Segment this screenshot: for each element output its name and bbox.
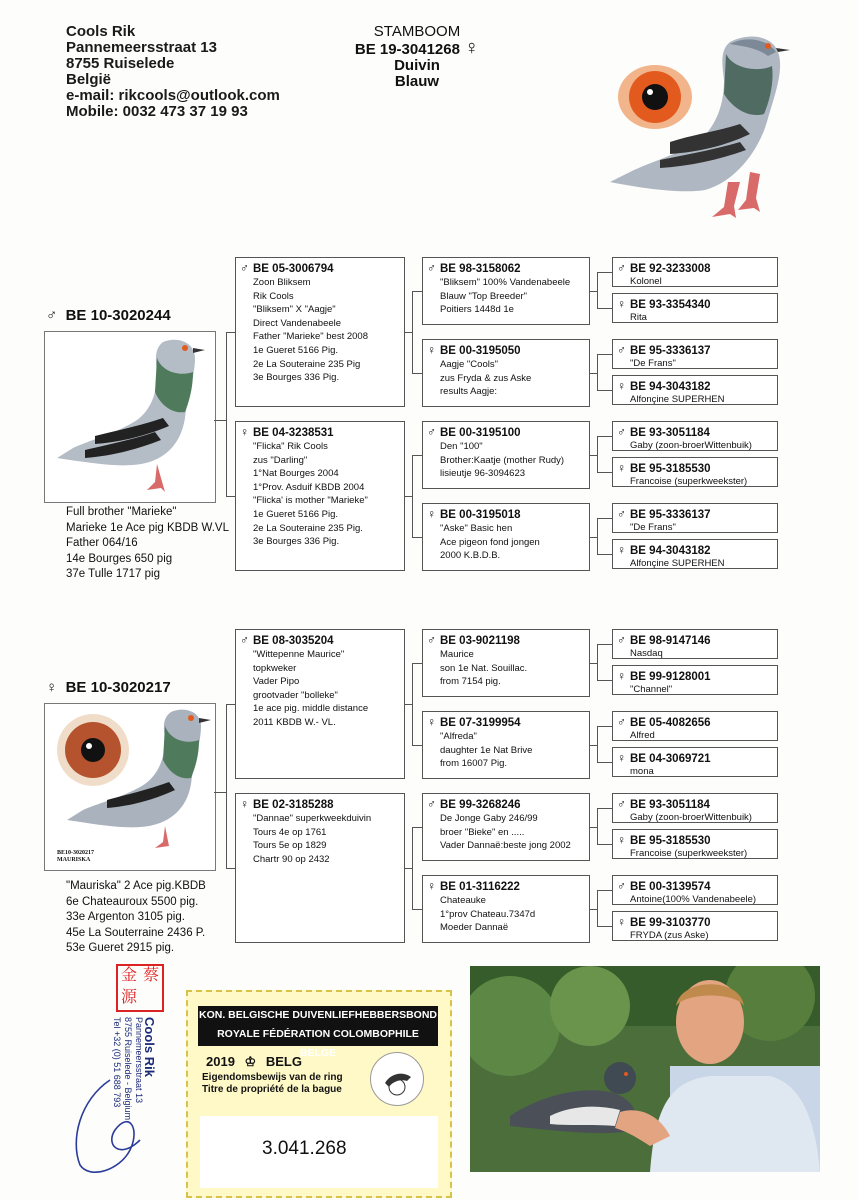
ancestor-ring: BE 01-3116222 bbox=[440, 881, 520, 893]
ancestor-ring: BE 08-3035204 bbox=[253, 635, 334, 647]
seal-char: 源 bbox=[120, 989, 137, 1006]
ancestor-box bbox=[422, 503, 590, 571]
ancestor-ring: BE 03-9021198 bbox=[440, 635, 520, 647]
sex-symbol-icon: ♂ bbox=[617, 425, 626, 439]
ancestor-ring: BE 99-9128001 bbox=[630, 671, 711, 683]
sex-symbol-icon: ♂ bbox=[427, 261, 436, 275]
sex-symbol-icon: ♀ bbox=[427, 715, 436, 729]
ancestor-line: Tours 5e op 1829 bbox=[253, 840, 327, 852]
ancestor-line: topkweker bbox=[253, 662, 297, 674]
ancestor-line: 3e Bourges 336 Pig. bbox=[253, 536, 340, 548]
connector-line bbox=[597, 354, 612, 355]
sex-symbol-icon: ♂ bbox=[427, 633, 436, 647]
ancestor-note: Gaby (zoon-broerWittenbuik) bbox=[630, 812, 752, 823]
father-description bbox=[66, 505, 229, 583]
page-title: STAMBOOM bbox=[373, 23, 461, 40]
ancestor-box bbox=[612, 375, 778, 405]
ancestor-box bbox=[422, 257, 590, 325]
ancestor-note: Francoise (superkweekster) bbox=[630, 476, 748, 487]
sex-symbol-icon: ♂ bbox=[427, 797, 436, 811]
connector-line bbox=[597, 808, 612, 809]
sex-symbol-icon: ♂ bbox=[240, 261, 249, 275]
sex-symbol-icon: ♀ bbox=[617, 669, 626, 683]
father-ring: BE 10-3020244 bbox=[65, 307, 171, 324]
ancestor-box bbox=[612, 421, 778, 451]
ancestor-box bbox=[422, 421, 590, 489]
ancestor-line: daughter 1e Nat Brive bbox=[440, 744, 533, 756]
photo-caption-ring: BE10-3020217 bbox=[57, 850, 95, 856]
ancestor-box bbox=[422, 875, 590, 943]
connector-line bbox=[412, 827, 422, 828]
connector-line bbox=[412, 537, 422, 538]
desc-line: Father 064/16 bbox=[66, 537, 138, 549]
ancestor-ring: BE 95-3185530 bbox=[630, 463, 711, 475]
owner-city: 8755 Ruiselede bbox=[66, 55, 175, 72]
connector-line bbox=[590, 745, 597, 746]
connector-line bbox=[405, 704, 412, 705]
ancestor-box bbox=[612, 257, 778, 287]
ancestor-box bbox=[612, 503, 778, 533]
connector-line bbox=[226, 496, 235, 497]
ancestor-line: Vader Pipo bbox=[253, 676, 300, 688]
connector-line bbox=[597, 518, 612, 519]
connector-line bbox=[214, 420, 226, 421]
connector-line bbox=[597, 762, 612, 763]
sex-symbol-icon: ♀ bbox=[617, 833, 626, 847]
connector-line bbox=[226, 868, 235, 869]
connector-line bbox=[590, 455, 597, 456]
sex-symbol-icon: ♀ bbox=[617, 461, 626, 475]
ancestor-line: "Flicka' is mother "Marieke" bbox=[253, 495, 368, 507]
desc-line: 6e Chateauroux 5500 pig. bbox=[66, 895, 199, 908]
sex-symbol-icon: ♀ bbox=[617, 379, 626, 393]
ancestor-ring: BE 95-3336137 bbox=[630, 345, 711, 357]
ancestor-line: 1°Nat Bourges 2004 bbox=[253, 468, 339, 480]
sex-symbol-icon: ♂ bbox=[617, 261, 626, 275]
ancestor-box bbox=[422, 711, 590, 779]
connector-line bbox=[597, 644, 612, 645]
sex-symbol-icon: ♂ bbox=[617, 343, 626, 357]
ancestor-line: 2e La Souteraine 235 Pig bbox=[253, 358, 361, 370]
ancestor-line: grootvader "bolleke" bbox=[253, 689, 338, 701]
ancestor-line: Poitiers 1448d 1e bbox=[440, 304, 514, 316]
sex-symbol-icon: ♂ bbox=[240, 633, 249, 647]
connector-line bbox=[597, 472, 612, 473]
connector-line bbox=[597, 518, 598, 554]
ancestor-line: Ace pigeon fond jongen bbox=[440, 536, 540, 548]
ring-certificate bbox=[186, 990, 452, 1198]
ancestor-line: son 1e Nat. Souillac. bbox=[440, 662, 528, 674]
crown-icon: ♔ bbox=[244, 1054, 257, 1069]
sex-symbol-icon: ♀ bbox=[427, 343, 436, 357]
desc-line: "Mauriska" 2 Ace pig.KBDB bbox=[66, 880, 206, 892]
card-number: 3.041.268 bbox=[262, 1138, 347, 1159]
ancestor-box bbox=[235, 257, 405, 407]
ancestor-box bbox=[612, 747, 778, 777]
ancestor-line: "Alfreda" bbox=[440, 731, 477, 742]
connector-line bbox=[590, 373, 597, 374]
connector-line bbox=[412, 291, 422, 292]
desc-line: 14e Bourges 650 pig bbox=[66, 552, 173, 565]
sex-symbol-icon: ♀ bbox=[240, 425, 249, 439]
card-org-fr: ROYALE FÉDÉRATION COLOMBOPHILE BELGE bbox=[217, 1028, 419, 1059]
connector-line bbox=[405, 496, 412, 497]
connector-line bbox=[597, 644, 598, 680]
connector-line bbox=[597, 272, 598, 308]
connector-line bbox=[590, 827, 597, 828]
ancestor-line: 1e Gueret 5166 Pig. bbox=[253, 344, 339, 356]
connector-line bbox=[405, 332, 412, 333]
female-symbol: ♀ bbox=[464, 37, 480, 59]
ancestor-box bbox=[612, 875, 778, 905]
connector-line bbox=[412, 455, 422, 456]
ancestor-line: 1e ace pig. middle distance bbox=[253, 703, 369, 715]
ancestor-line: from 7154 pig. bbox=[440, 676, 501, 688]
ancestor-ring: BE 04-3069721 bbox=[630, 753, 711, 765]
ancestor-line: "Wittepenne Maurice" bbox=[253, 649, 345, 660]
ancestor-ring: BE 99-3268246 bbox=[440, 799, 521, 811]
ancestor-line: 1°Prov. Asduif KBDB 2004 bbox=[253, 481, 365, 493]
sex-symbol-icon: ♀ bbox=[427, 507, 436, 521]
ancestor-box bbox=[612, 457, 778, 487]
card-country: BELG bbox=[265, 1054, 302, 1069]
ancestor-note: FRYDA (zus Aske) bbox=[630, 930, 709, 941]
sex-symbol-icon: ♀ bbox=[427, 879, 436, 893]
connector-line bbox=[597, 890, 598, 926]
ancestor-ring: BE 02-3185288 bbox=[253, 799, 334, 811]
ancestor-line: Father "Marieke" best 2008 bbox=[253, 331, 368, 343]
sex-symbol-icon: ♂ bbox=[617, 633, 626, 647]
connector-line bbox=[412, 827, 413, 909]
connector-line bbox=[590, 663, 597, 664]
sex-symbol-icon: ♂ bbox=[617, 715, 626, 729]
connector-line bbox=[597, 844, 612, 845]
ancestor-box bbox=[612, 539, 778, 569]
ancestor-note: Kolonel bbox=[630, 276, 662, 287]
ancestor-line: Rik Cools bbox=[253, 290, 294, 302]
ancestor-box bbox=[612, 793, 778, 823]
connector-line bbox=[590, 909, 597, 910]
ancestor-box bbox=[235, 629, 405, 779]
ancestor-line: from 16007 Pig. bbox=[440, 758, 508, 770]
owner-street: Pannemeersstraat 13 bbox=[66, 39, 217, 56]
ancestor-ring: BE 00-3195018 bbox=[440, 509, 521, 521]
connector-line bbox=[412, 663, 422, 664]
ancestor-note: "De Frans" bbox=[630, 358, 676, 369]
ancestor-line: Blauw "Top Breeder" bbox=[440, 290, 528, 302]
connector-line bbox=[412, 745, 422, 746]
pigeon-photo bbox=[600, 22, 800, 227]
ancestor-line: "Aske" Basic hen bbox=[440, 523, 513, 534]
connector-line bbox=[597, 726, 612, 727]
connector-line bbox=[412, 663, 413, 745]
ancestor-note: "De Frans" bbox=[630, 522, 676, 533]
ancestor-line: Zoon Bliksem bbox=[253, 277, 311, 288]
ancestor-line: "Bliksem" 100% Vandenabeele bbox=[440, 277, 571, 288]
ancestor-line: Maurice bbox=[440, 649, 474, 660]
ancestor-ring: BE 94-3043182 bbox=[630, 381, 711, 393]
desc-line: 53e Gueret 2915 pig. bbox=[66, 942, 175, 954]
connector-line bbox=[597, 554, 612, 555]
ancestor-line: Chartr 90 op 2432 bbox=[253, 853, 330, 865]
ancestor-box bbox=[612, 339, 778, 369]
desc-line: 37e Tulle 1717 pig bbox=[66, 568, 160, 580]
ancestor-line: zus Fryda & zus Aske bbox=[440, 372, 532, 384]
connector-line bbox=[412, 373, 422, 374]
ancestor-line: results Aagje: bbox=[440, 386, 498, 398]
connector-line bbox=[226, 704, 235, 705]
stamp-tel: Tel +32 (0) 51 688 793 bbox=[112, 1017, 122, 1108]
ancestor-box bbox=[422, 339, 590, 407]
ancestor-ring: BE 98-3158062 bbox=[440, 263, 521, 275]
desc-line: 33e Argenton 3105 pig. bbox=[66, 911, 185, 923]
connector-line bbox=[597, 926, 612, 927]
mother-photo bbox=[44, 703, 216, 871]
mother-description bbox=[66, 879, 206, 957]
ancestor-line: 2e La Souteraine 235 Pig. bbox=[253, 522, 363, 534]
sex-symbol-icon: ♂ bbox=[617, 879, 626, 893]
ancestor-line: Moeder Dannaë bbox=[440, 922, 509, 934]
connector-line bbox=[226, 704, 227, 868]
ancestor-box bbox=[612, 293, 778, 323]
ancestor-line: Aagje "Cools" bbox=[440, 359, 498, 370]
ancestor-box bbox=[235, 793, 405, 943]
stamp-city: 8755 Ruiselede - Belgium bbox=[123, 1017, 133, 1121]
stamp-street: Pannemeersstraat 13 bbox=[134, 1017, 144, 1104]
card-doc-fr: Titre de propriété de la bague bbox=[202, 1084, 342, 1095]
ancestor-line: Chateauke bbox=[440, 895, 486, 906]
ancestor-ring: BE 92-3233008 bbox=[630, 263, 711, 275]
ancestor-ring: BE 07-3199954 bbox=[440, 717, 521, 729]
owner-mobile: Mobile: 0032 473 37 19 93 bbox=[66, 103, 248, 120]
male-symbol-icon: ♂ bbox=[46, 307, 58, 324]
main-ring: BE 19-3041268 bbox=[354, 41, 460, 58]
signature-icon bbox=[60, 1070, 150, 1180]
stamp-name: Cools Rik bbox=[142, 1017, 157, 1077]
ancestor-ring: BE 05-4082656 bbox=[630, 717, 711, 729]
ancestor-line: 1e Gueret 5166 Pig. bbox=[253, 508, 339, 520]
ancestor-line: 3e Bourges 336 Pig. bbox=[253, 372, 340, 384]
sex-symbol-icon: ♂ bbox=[617, 797, 626, 811]
connector-line bbox=[226, 332, 235, 333]
ancestor-line: "Dannae" superkweekduivin bbox=[253, 813, 372, 824]
ancestor-box bbox=[612, 665, 778, 695]
ancestor-box bbox=[422, 629, 590, 697]
ancestor-ring: BE 00-3195100 bbox=[440, 427, 521, 439]
ancestor-line: lisieutje 96-3094623 bbox=[440, 468, 526, 480]
ancestor-line: Tours 4e op 1761 bbox=[253, 826, 327, 838]
ancestor-note: Alfonçine SUPERHEN bbox=[630, 394, 725, 405]
ancestor-line: broer "Bieke" en ..... bbox=[440, 826, 525, 838]
ancestor-ring: BE 95-3336137 bbox=[630, 509, 711, 521]
ancestor-line: zus "Darling" bbox=[253, 454, 308, 466]
desc-line: Full brother "Marieke" bbox=[66, 506, 177, 518]
ancestor-line: 2000 K.B.D.B. bbox=[440, 550, 501, 562]
ancestor-box bbox=[612, 711, 778, 741]
sex-symbol-icon: ♀ bbox=[617, 297, 626, 311]
ancestor-line: "Bliksem" X "Aagje" bbox=[253, 304, 336, 316]
ancestor-note: mona bbox=[630, 766, 654, 777]
connector-line bbox=[597, 390, 612, 391]
connector-line bbox=[590, 537, 597, 538]
ancestor-note: "Channel" bbox=[630, 684, 673, 695]
address-stamp bbox=[70, 1017, 180, 1180]
connector-line bbox=[597, 436, 598, 472]
ancestor-ring: BE 99-3103770 bbox=[630, 917, 711, 929]
connector-line bbox=[597, 436, 612, 437]
owner-country: België bbox=[66, 71, 112, 88]
sex-symbol-icon: ♀ bbox=[617, 543, 626, 557]
ancestor-line: Vader Dannaë:beste jong 2002 bbox=[440, 840, 571, 852]
ancestor-line: "Flicka" Rik Cools bbox=[253, 441, 328, 452]
ancestor-ring: BE 05-3006794 bbox=[253, 263, 334, 275]
ancestor-ring: BE 04-3238531 bbox=[253, 427, 334, 439]
owner-email: e-mail: rikcools@outlook.com bbox=[66, 87, 280, 104]
sex-label: Duivin bbox=[394, 57, 440, 74]
ancestor-box bbox=[422, 793, 590, 861]
ancestor-note: Nasdaq bbox=[630, 648, 663, 659]
ancestor-ring: BE 00-3139574 bbox=[630, 881, 711, 893]
father-heading bbox=[46, 307, 171, 324]
sex-symbol-icon: ♀ bbox=[240, 797, 249, 811]
ancestor-box bbox=[612, 829, 778, 859]
connector-line bbox=[226, 332, 227, 496]
connector-line bbox=[597, 308, 612, 309]
ancestor-ring: BE 98-9147146 bbox=[630, 635, 711, 647]
card-doc-nl: Eigendomsbewijs van de ring bbox=[202, 1072, 343, 1083]
connector-line bbox=[405, 868, 412, 869]
female-symbol-icon: ♀ bbox=[46, 679, 58, 696]
connector-line bbox=[214, 792, 226, 793]
owner-block bbox=[66, 24, 280, 120]
ancestor-note: Alfred bbox=[630, 730, 655, 741]
owner-name: Cools Rik bbox=[66, 23, 136, 40]
sex-symbol-icon: ♀ bbox=[617, 751, 626, 765]
desc-line: 45e La Souterraine 2436 P. bbox=[66, 926, 206, 939]
ancestor-box bbox=[612, 911, 778, 941]
connector-line bbox=[412, 291, 413, 373]
ancestor-line: De Jonge Gaby 246/99 bbox=[440, 813, 538, 824]
chinese-seal bbox=[116, 964, 164, 1012]
sex-symbol-icon: ♂ bbox=[617, 507, 626, 521]
ancestor-note: Antoine(100% Vandenabeele) bbox=[630, 894, 757, 905]
connector-line bbox=[590, 291, 597, 292]
card-year: 2019 bbox=[206, 1054, 235, 1069]
ancestor-note: Alfonçine SUPERHEN bbox=[630, 558, 725, 569]
connector-line bbox=[597, 354, 598, 390]
seal-char: 金 bbox=[120, 967, 137, 984]
ancestor-note: Gaby (zoon-broerWittenbuik) bbox=[630, 440, 752, 451]
card-number-area bbox=[200, 1116, 438, 1188]
connector-line bbox=[597, 726, 598, 762]
ancestor-line: Den "100" bbox=[440, 441, 483, 452]
ancestor-ring: BE 93-3051184 bbox=[630, 427, 710, 439]
connector-line bbox=[597, 808, 598, 844]
pedigree-header bbox=[352, 24, 482, 90]
breeder-photo bbox=[470, 966, 820, 1172]
ancestor-note: Francoise (superkweekster) bbox=[630, 848, 748, 859]
connector-line bbox=[412, 909, 422, 910]
card-org-nl: KON. BELGISCHE DUIVENLIEFHEBBERSBOND bbox=[198, 1009, 438, 1021]
ancestor-line: Brother:Kaatje (mother Rudy) bbox=[440, 454, 565, 466]
ancestor-box bbox=[235, 421, 405, 571]
ancestor-line: 2011 KBDB W.- VL. bbox=[253, 716, 336, 728]
father-photo bbox=[44, 331, 216, 503]
seal-char: 蔡 bbox=[142, 967, 159, 984]
color-label: Blauw bbox=[394, 73, 440, 90]
ancestor-ring: BE 93-3354340 bbox=[630, 299, 711, 311]
desc-line: Marieke 1e Ace pig KBDB W.VL bbox=[66, 521, 229, 534]
ancestor-ring: BE 93-3051184 bbox=[630, 799, 710, 811]
ancestor-box bbox=[612, 629, 778, 659]
connector-line bbox=[597, 680, 612, 681]
ancestor-line: Direct Vandenabeele bbox=[253, 317, 342, 329]
connector-line bbox=[597, 890, 612, 891]
connector-line bbox=[597, 272, 612, 273]
mother-heading bbox=[46, 679, 171, 696]
ancestor-ring: BE 00-3195050 bbox=[440, 345, 521, 357]
sex-symbol-icon: ♀ bbox=[617, 915, 626, 929]
photo-caption-name: MAURISKA bbox=[57, 857, 91, 863]
mother-ring: BE 10-3020217 bbox=[65, 679, 171, 696]
ancestor-line: 1°prov Chateau.7347d bbox=[440, 908, 536, 920]
ancestor-note: Rita bbox=[630, 312, 647, 323]
ancestor-ring: BE 94-3043182 bbox=[630, 545, 711, 557]
federation-logo-icon bbox=[370, 1052, 424, 1106]
sex-symbol-icon: ♂ bbox=[427, 425, 436, 439]
ancestor-ring: BE 95-3185530 bbox=[630, 835, 711, 847]
connector-line bbox=[412, 455, 413, 537]
